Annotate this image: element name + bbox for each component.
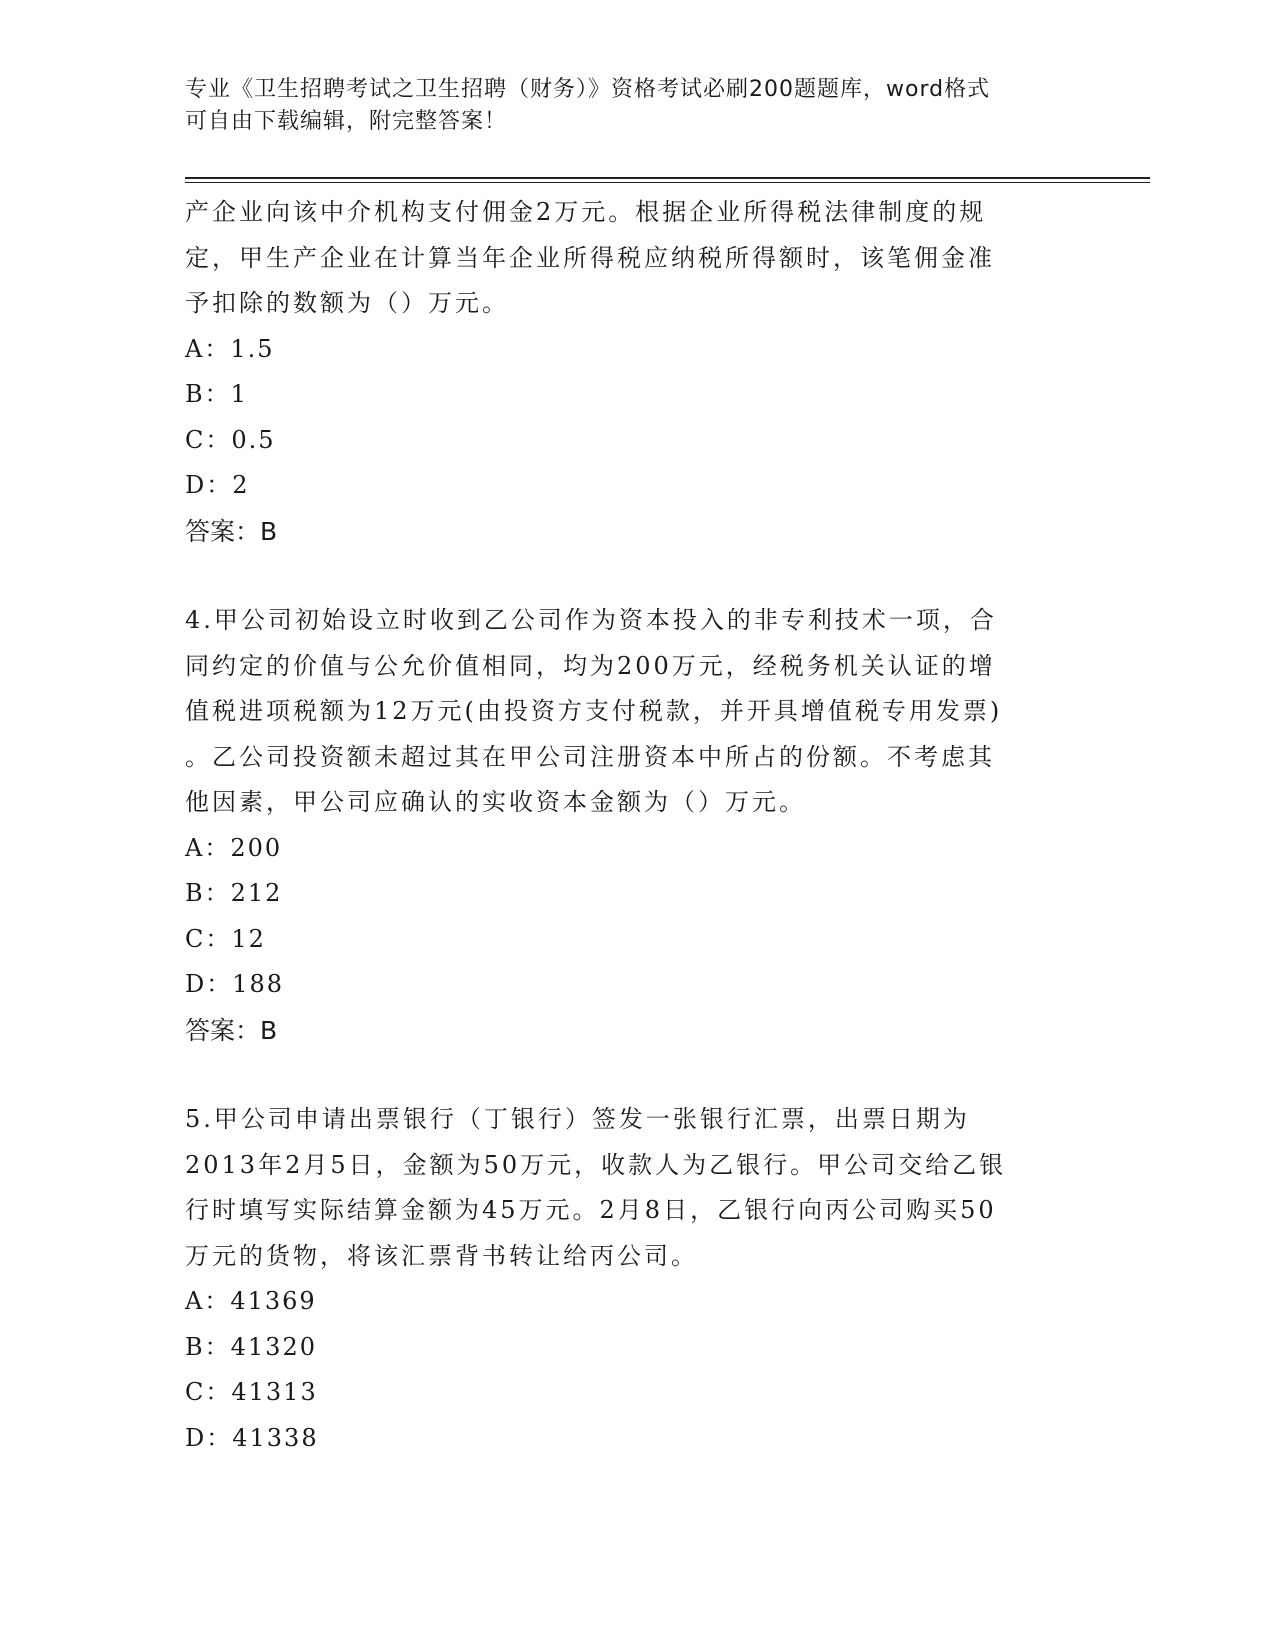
header-line-2: 可自由下载编辑，附完整答案！ xyxy=(185,109,508,134)
question-3-line-2: 定，甲生产企业在计算当年企业所得税应纳税所得额时，该笔佣金准 xyxy=(185,243,995,272)
question-4-line-1: 4.甲公司初始设立时收到乙公司作为资本投入的非专利技术一项，合 xyxy=(185,606,997,634)
document-body xyxy=(185,190,1085,1461)
question-5-option-a: A：41369 xyxy=(185,1287,317,1315)
question-4-answer: 答案：B xyxy=(185,1015,278,1045)
question-5 xyxy=(185,1097,1085,1461)
question-4-line-3: 值税进项税额为12万元(由投资方支付税款，并开具增值税专用发票) xyxy=(185,697,1003,725)
question-4-option-c: C：12 xyxy=(185,924,266,953)
question-3-line-1: 产企业向该中介机构支付佣金2万元。根据企业所得税法律制度的规 xyxy=(185,198,987,226)
header-line-1: 专业《卫生招聘考试之卫生招聘（财务）》资格考试必刷200题题库，word格式 xyxy=(185,77,991,102)
question-3-answer: 答案：B xyxy=(185,516,278,546)
question-5-option-c: C：41313 xyxy=(185,1378,318,1406)
question-5-line-4: 万元的货物，将该汇票背书转让给丙公司。 xyxy=(185,1241,698,1270)
question-3-option-a: A：1.5 xyxy=(185,334,275,363)
question-3-option-d: D：2 xyxy=(185,471,250,499)
spacer xyxy=(185,1053,1085,1097)
document-header xyxy=(185,74,1065,138)
question-4-line-5: 他因素，甲公司应确认的实收资本金额为（）万元。 xyxy=(185,788,806,816)
header-rule-thin xyxy=(185,182,1150,183)
spacer xyxy=(185,554,1085,598)
question-4-line-2: 同约定的价值与公允价值相同，均为200万元，经税务机关认证的增 xyxy=(185,651,996,680)
question-3-line-3: 予扣除的数额为（）万元。 xyxy=(185,289,509,317)
question-4-line-4: 。乙公司投资额未超过其在甲公司注册资本中所占的份额。不考虑其 xyxy=(185,742,995,771)
question-5-option-d: D：41338 xyxy=(185,1423,319,1452)
question-5-line-1: 5.甲公司申请出票银行（丁银行）签发一张银行汇票，出票日期为 xyxy=(185,1105,970,1133)
question-4 xyxy=(185,598,1085,1053)
question-4-option-a: A：200 xyxy=(185,833,283,862)
question-5-option-b: B：41320 xyxy=(185,1332,317,1361)
header-rule-thick xyxy=(185,177,1150,179)
question-3-option-b: B：1 xyxy=(185,380,248,408)
question-4-option-b: B：212 xyxy=(185,879,283,907)
question-4-option-d: D：188 xyxy=(185,970,285,998)
question-3 xyxy=(185,190,1085,554)
question-3-option-c: C：0.5 xyxy=(185,425,276,454)
question-5-line-2: 2013年2月5日，金额为50万元，收款人为乙银行。甲公司交给乙银 xyxy=(185,1150,1007,1179)
question-5-line-3: 行时填写实际结算金额为45万元。2月8日，乙银行向丙公司购买50 xyxy=(185,1196,997,1224)
